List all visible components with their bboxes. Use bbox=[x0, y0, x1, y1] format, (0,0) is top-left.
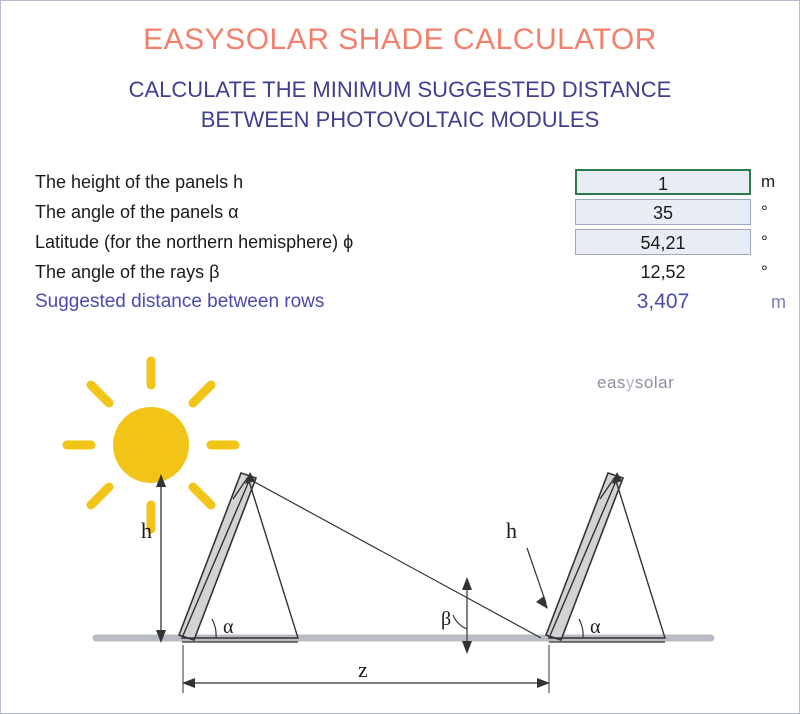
page-subtitle bbox=[1, 75, 799, 135]
sun-ray-line bbox=[249, 479, 541, 638]
input-rows bbox=[1, 167, 799, 317]
row-suggested-distance bbox=[35, 287, 799, 317]
subtitle-line-1: CALCULATE THE MINIMUM SUGGESTED DISTANCE bbox=[128, 77, 672, 102]
row-panel-angle bbox=[35, 197, 799, 227]
watermark-part-1: eas bbox=[597, 373, 626, 392]
label-panel-angle: The angle of the panels α bbox=[35, 201, 239, 222]
left-panel-group bbox=[141, 472, 298, 643]
input-latitude[interactable]: 54,21 bbox=[575, 229, 751, 255]
right-panel-group bbox=[506, 472, 665, 642]
label-z: z bbox=[358, 657, 368, 682]
label-alpha-right: α bbox=[590, 616, 601, 638]
label-ray-angle: The angle of the rays β bbox=[35, 261, 220, 282]
label-suggested-distance: Suggested distance between rows bbox=[35, 291, 325, 312]
row-panel-height bbox=[35, 167, 799, 197]
shade-diagram bbox=[1, 353, 800, 713]
unit-latitude: ° bbox=[761, 232, 768, 251]
beta-angle-group bbox=[441, 577, 472, 654]
sun-icon bbox=[67, 361, 235, 529]
watermark-part-3: solar bbox=[634, 373, 675, 392]
row-ray-angle bbox=[35, 257, 799, 287]
label-h-left: h bbox=[141, 518, 152, 543]
label-beta: β bbox=[441, 608, 452, 630]
subtitle-line-2: BETWEEN PHOTOVOLTAIC MODULES bbox=[200, 107, 600, 132]
unit-ray-angle: ° bbox=[761, 262, 768, 281]
watermark-part-2: y bbox=[625, 373, 635, 392]
value-ray-angle: 12,52 bbox=[640, 262, 686, 282]
unit-suggested-distance: m bbox=[771, 292, 786, 312]
label-panel-height: The height of the panels h bbox=[35, 171, 244, 192]
input-panel-angle[interactable]: 35 bbox=[575, 199, 751, 225]
page-title: EASYSOLAR SHADE CALCULATOR bbox=[143, 23, 657, 56]
z-measure-group bbox=[182, 645, 550, 693]
label-latitude: Latitude (for the northern hemisphere) ϕ bbox=[35, 231, 354, 252]
label-alpha-left: α bbox=[223, 616, 234, 638]
input-panel-height[interactable]: 1 bbox=[575, 169, 751, 195]
row-latitude bbox=[35, 227, 799, 257]
value-suggested-distance: 3,407 bbox=[636, 290, 690, 313]
label-h-right: h bbox=[506, 518, 517, 543]
unit-panel-height: m bbox=[761, 172, 776, 191]
unit-panel-angle: ° bbox=[761, 202, 768, 221]
